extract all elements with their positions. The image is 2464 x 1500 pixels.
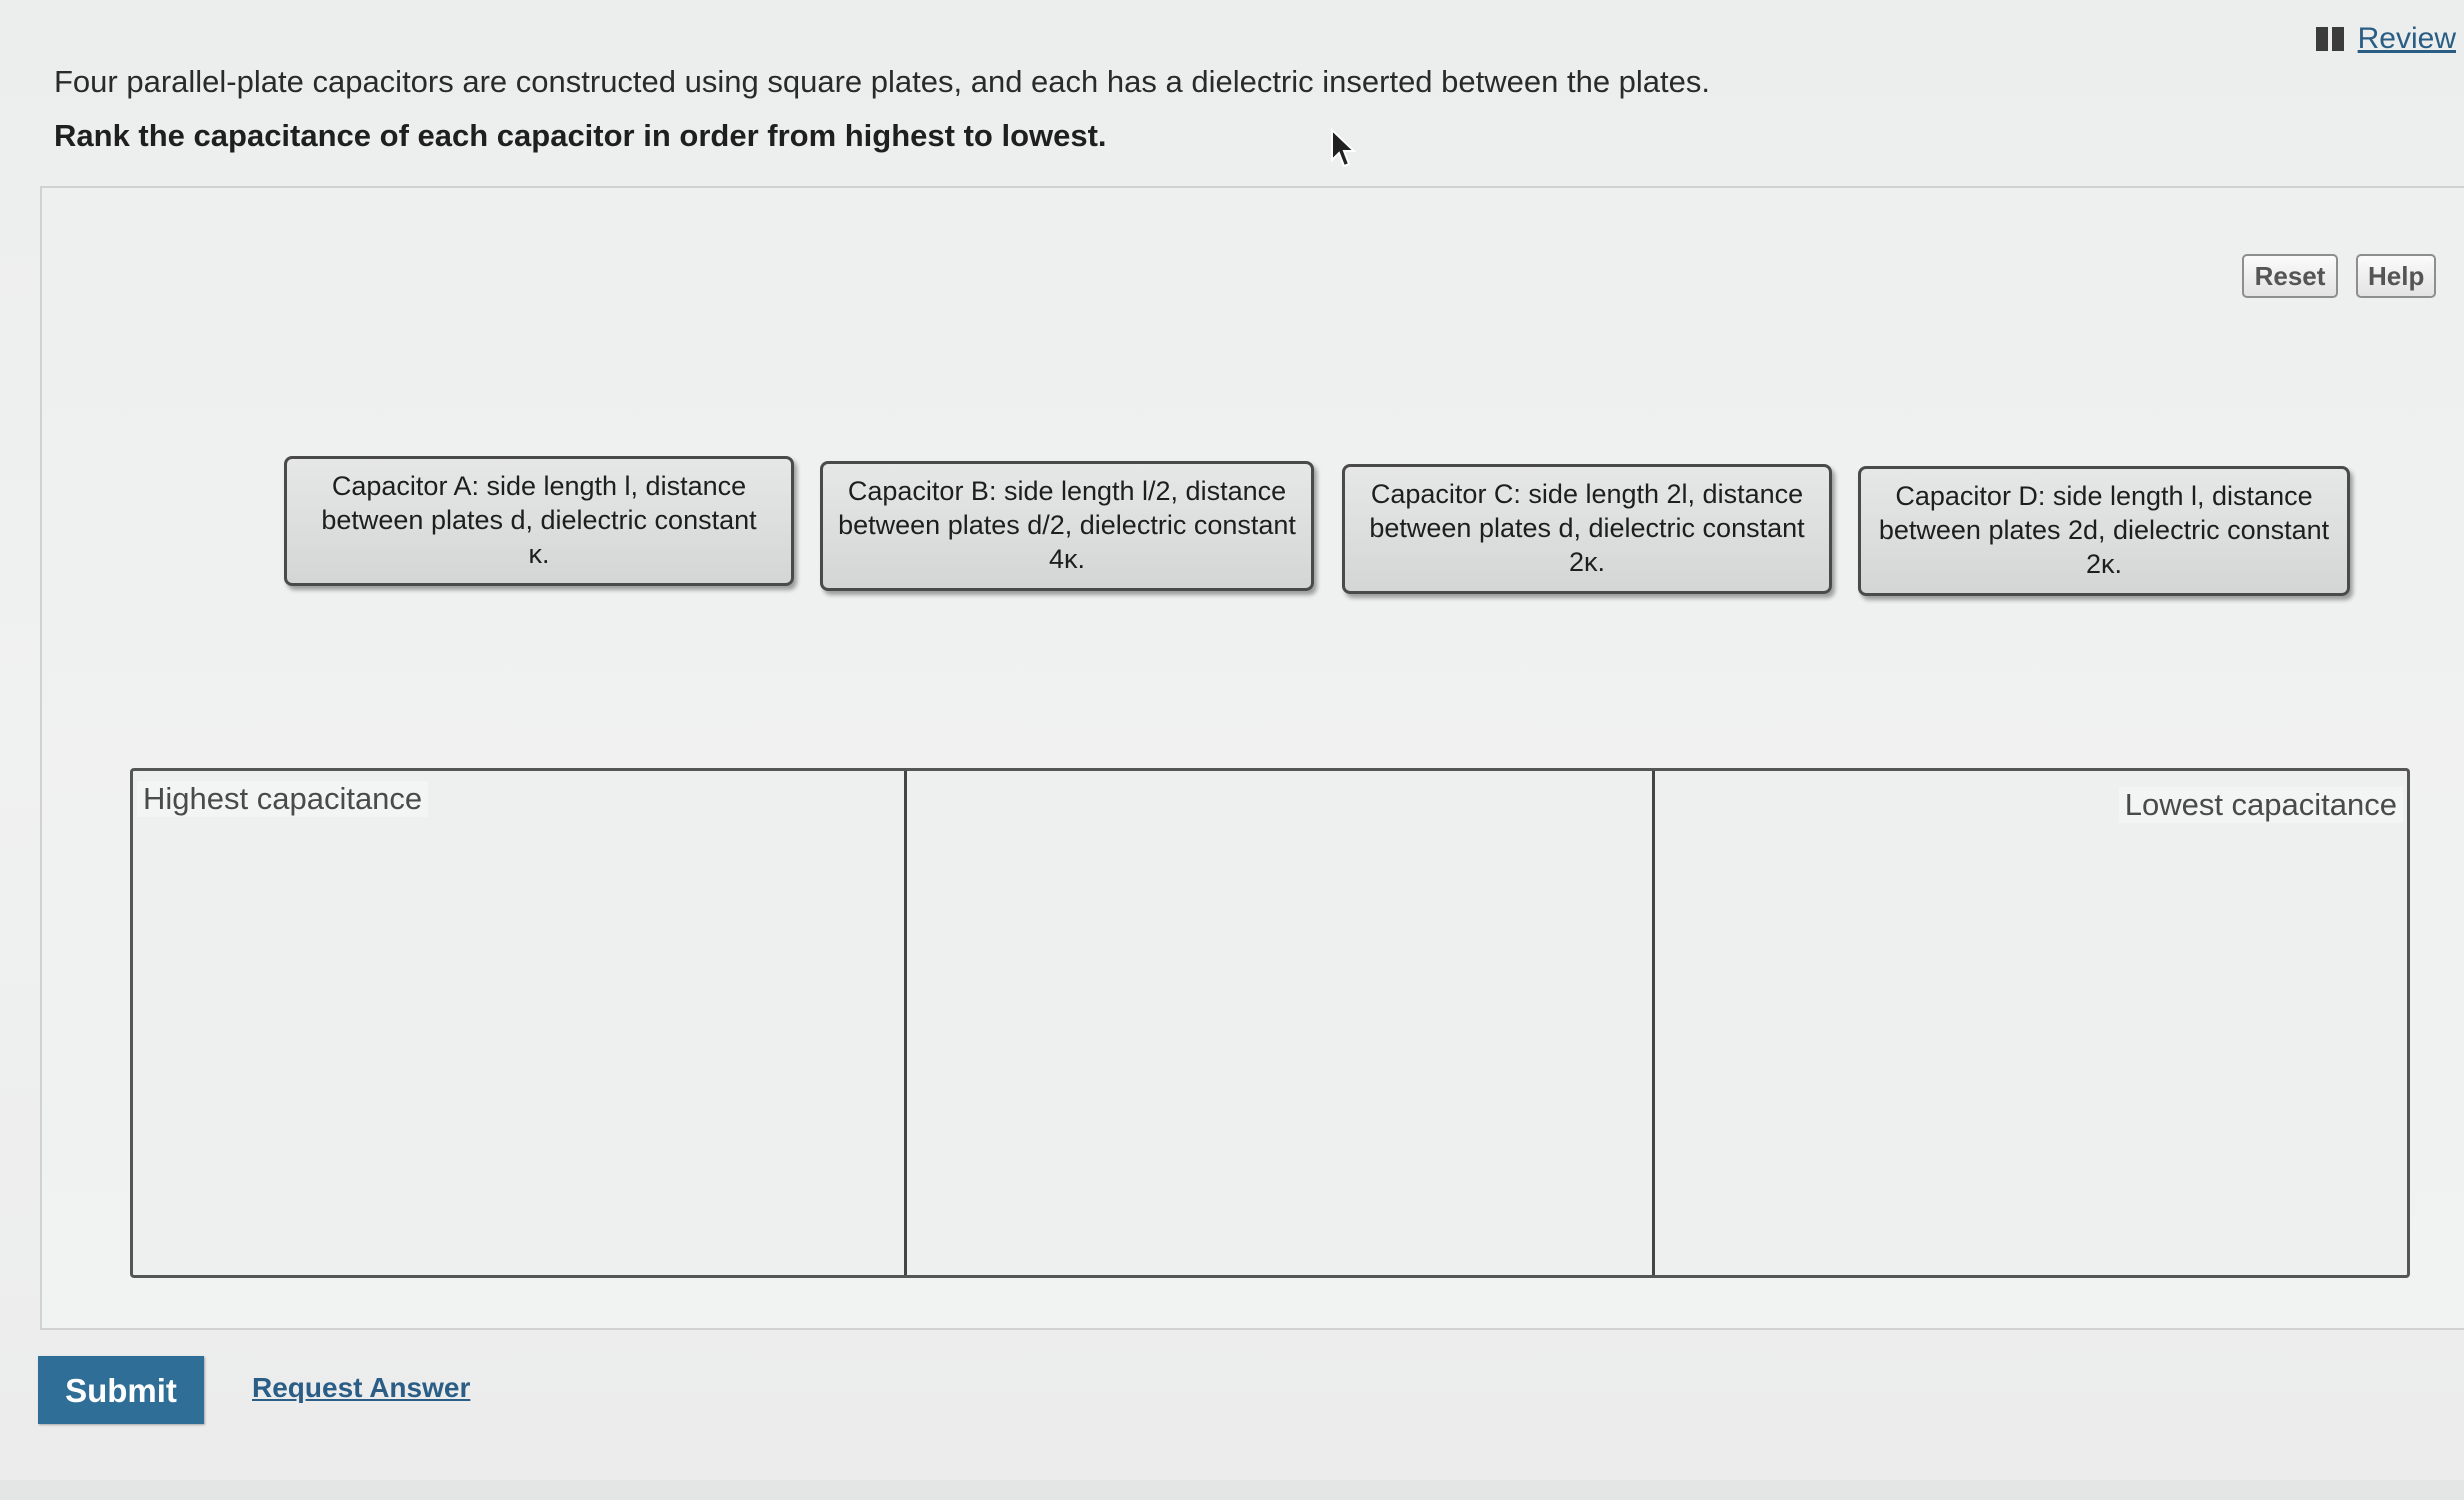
card-line: between plates 2d, dielectric constant: [1878, 515, 2330, 545]
card-line: 2κ.: [1568, 547, 1606, 577]
card-line: Capacitor B: side length l/2, distance: [847, 476, 1287, 506]
question-prompt: Four parallel-plate capacitors are constructed using square plates, and each has a dielectric inserted between the plates.: [54, 64, 1711, 99]
reset-button[interactable]: Reset: [2242, 254, 2338, 298]
ranking-work-area: [40, 186, 2464, 1330]
review-link-label[interactable]: Review: [2357, 22, 2456, 55]
lowest-capacitance-label: Lowest capacitance: [2119, 787, 2403, 823]
card-line: between plates d, dielectric constant: [1369, 513, 1805, 543]
request-answer-link[interactable]: Request Answer: [252, 1372, 471, 1403]
help-button[interactable]: Help: [2356, 254, 2436, 298]
card-line: between plates d/2, dielectric constant: [838, 510, 1296, 540]
highest-capacitance-label: Highest capacitance: [137, 781, 428, 817]
card-line: Capacitor A: side length l, distance: [331, 471, 747, 501]
mouse-cursor-icon: [1330, 128, 1360, 170]
capacitor-c-card[interactable]: [1342, 464, 1832, 594]
capacitor-d-card[interactable]: [1858, 466, 2350, 596]
rank-slot-2[interactable]: [907, 771, 1655, 1275]
draggable-cards: [242, 456, 2362, 606]
card-line: 2κ.: [2085, 549, 2123, 579]
rank-slot-1[interactable]: [133, 771, 907, 1275]
card-line: Capacitor C: side length 2l, distance: [1370, 479, 1804, 509]
question-text: [54, 60, 1710, 158]
rank-slot-3[interactable]: [1655, 771, 2407, 1275]
card-line: 4κ.: [1048, 544, 1086, 574]
review-link[interactable]: [2316, 22, 2456, 56]
capacitor-b-card[interactable]: [820, 461, 1314, 591]
capacitor-a-card[interactable]: [284, 456, 794, 586]
card-line: Capacitor D: side length l, distance: [1895, 481, 2313, 511]
book-icon: [2316, 27, 2344, 51]
card-line: between plates d, dielectric constant: [321, 505, 757, 535]
submit-button[interactable]: Submit: [38, 1356, 204, 1424]
question-instruction: Rank the capacitance of each capacitor in order from highest to lowest.: [54, 118, 1107, 153]
card-line: κ.: [528, 539, 550, 569]
ranking-drop-zone: [130, 768, 2410, 1278]
